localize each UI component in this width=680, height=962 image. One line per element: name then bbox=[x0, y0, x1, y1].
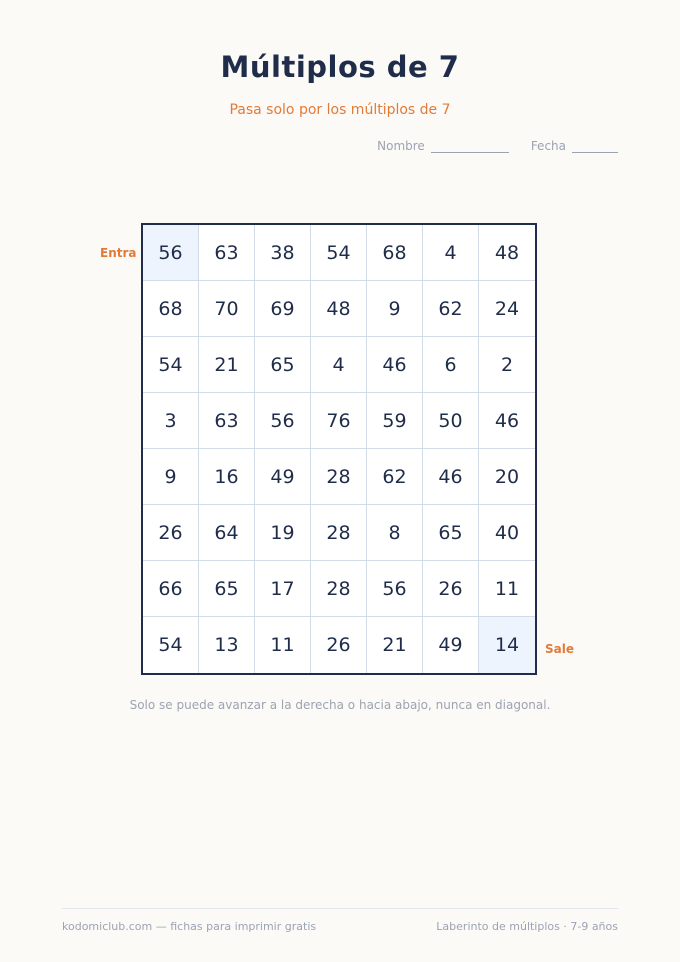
maze-cell[interactable]: 19 bbox=[255, 505, 311, 561]
maze-cell[interactable]: 49 bbox=[255, 449, 311, 505]
maze-cell[interactable]: 46 bbox=[367, 337, 423, 393]
maze-cell[interactable]: 6 bbox=[423, 337, 479, 393]
instruction-text: Solo se puede avanzar a la derecha o hacia abajo, nunca en diagonal. bbox=[129, 698, 551, 712]
maze-cell[interactable]: 28 bbox=[311, 449, 367, 505]
maze-cell[interactable]: 56 bbox=[367, 561, 423, 617]
maze-cell[interactable]: 26 bbox=[311, 617, 367, 673]
maze-cell[interactable]: 24 bbox=[479, 281, 535, 337]
maze-cell[interactable]: 40 bbox=[479, 505, 535, 561]
number-maze-grid bbox=[141, 223, 537, 675]
name-label: Nombre bbox=[377, 139, 425, 153]
maze-cell[interactable]: 68 bbox=[367, 225, 423, 281]
footer-worksheet-text: Laberinto de múltiplos · 7-9 años bbox=[436, 920, 618, 933]
name-date-fields bbox=[377, 139, 618, 153]
maze-cell[interactable]: 69 bbox=[255, 281, 311, 337]
maze-cell[interactable]: 48 bbox=[479, 225, 535, 281]
maze-cell[interactable]: 9 bbox=[143, 449, 199, 505]
maze-cell[interactable]: 13 bbox=[199, 617, 255, 673]
maze-cell[interactable]: 21 bbox=[367, 617, 423, 673]
entry-label: Entra bbox=[100, 246, 137, 260]
maze-cell[interactable]: 54 bbox=[143, 617, 199, 673]
maze-cell[interactable]: 64 bbox=[199, 505, 255, 561]
maze-cell[interactable]: 14 bbox=[479, 617, 535, 673]
maze-cell[interactable]: 9 bbox=[367, 281, 423, 337]
maze-cell[interactable]: 16 bbox=[199, 449, 255, 505]
maze-cell[interactable]: 3 bbox=[143, 393, 199, 449]
maze-cell[interactable]: 2 bbox=[479, 337, 535, 393]
maze-cell[interactable]: 65 bbox=[423, 505, 479, 561]
maze-cell[interactable]: 63 bbox=[199, 225, 255, 281]
maze-cell[interactable]: 62 bbox=[423, 281, 479, 337]
maze-cell[interactable]: 11 bbox=[479, 561, 535, 617]
maze-cell[interactable]: 11 bbox=[255, 617, 311, 673]
maze-cell[interactable]: 54 bbox=[311, 225, 367, 281]
maze-cell[interactable]: 62 bbox=[367, 449, 423, 505]
maze-cell[interactable]: 65 bbox=[199, 561, 255, 617]
page-title: Múltiplos de 7 bbox=[220, 50, 460, 84]
maze-cell[interactable]: 54 bbox=[143, 337, 199, 393]
maze-cell[interactable]: 17 bbox=[255, 561, 311, 617]
maze-cell[interactable]: 63 bbox=[199, 393, 255, 449]
maze-cell[interactable]: 4 bbox=[311, 337, 367, 393]
footer-site-text: kodomiclub.com — fichas para imprimir gratis bbox=[62, 920, 317, 933]
maze-cell[interactable]: 46 bbox=[479, 393, 535, 449]
maze-cell[interactable]: 20 bbox=[479, 449, 535, 505]
maze-cell[interactable]: 65 bbox=[255, 337, 311, 393]
maze-cell[interactable]: 56 bbox=[255, 393, 311, 449]
maze-cell[interactable]: 28 bbox=[311, 505, 367, 561]
maze-cell[interactable]: 46 bbox=[423, 449, 479, 505]
maze-cell[interactable]: 49 bbox=[423, 617, 479, 673]
maze-cell[interactable]: 38 bbox=[255, 225, 311, 281]
maze-cell[interactable]: 26 bbox=[143, 505, 199, 561]
maze-cell[interactable]: 50 bbox=[423, 393, 479, 449]
maze-cell[interactable]: 66 bbox=[143, 561, 199, 617]
maze-cell[interactable]: 28 bbox=[311, 561, 367, 617]
page-subtitle: Pasa solo por los múltiplos de 7 bbox=[229, 102, 451, 118]
maze-cell[interactable]: 56 bbox=[143, 225, 199, 281]
maze-cell[interactable]: 68 bbox=[143, 281, 199, 337]
maze-cell[interactable]: 76 bbox=[311, 393, 367, 449]
maze-cell[interactable]: 26 bbox=[423, 561, 479, 617]
maze-cell[interactable]: 59 bbox=[367, 393, 423, 449]
maze-cell[interactable]: 70 bbox=[199, 281, 255, 337]
maze-cell[interactable]: 8 bbox=[367, 505, 423, 561]
maze-cell[interactable]: 4 bbox=[423, 225, 479, 281]
name-line[interactable] bbox=[431, 141, 509, 153]
date-line[interactable] bbox=[572, 141, 618, 153]
footer-divider bbox=[62, 908, 618, 909]
exit-label: Sale bbox=[545, 642, 574, 656]
maze-cell[interactable]: 48 bbox=[311, 281, 367, 337]
date-label: Fecha bbox=[530, 139, 566, 153]
maze-cell[interactable]: 21 bbox=[199, 337, 255, 393]
